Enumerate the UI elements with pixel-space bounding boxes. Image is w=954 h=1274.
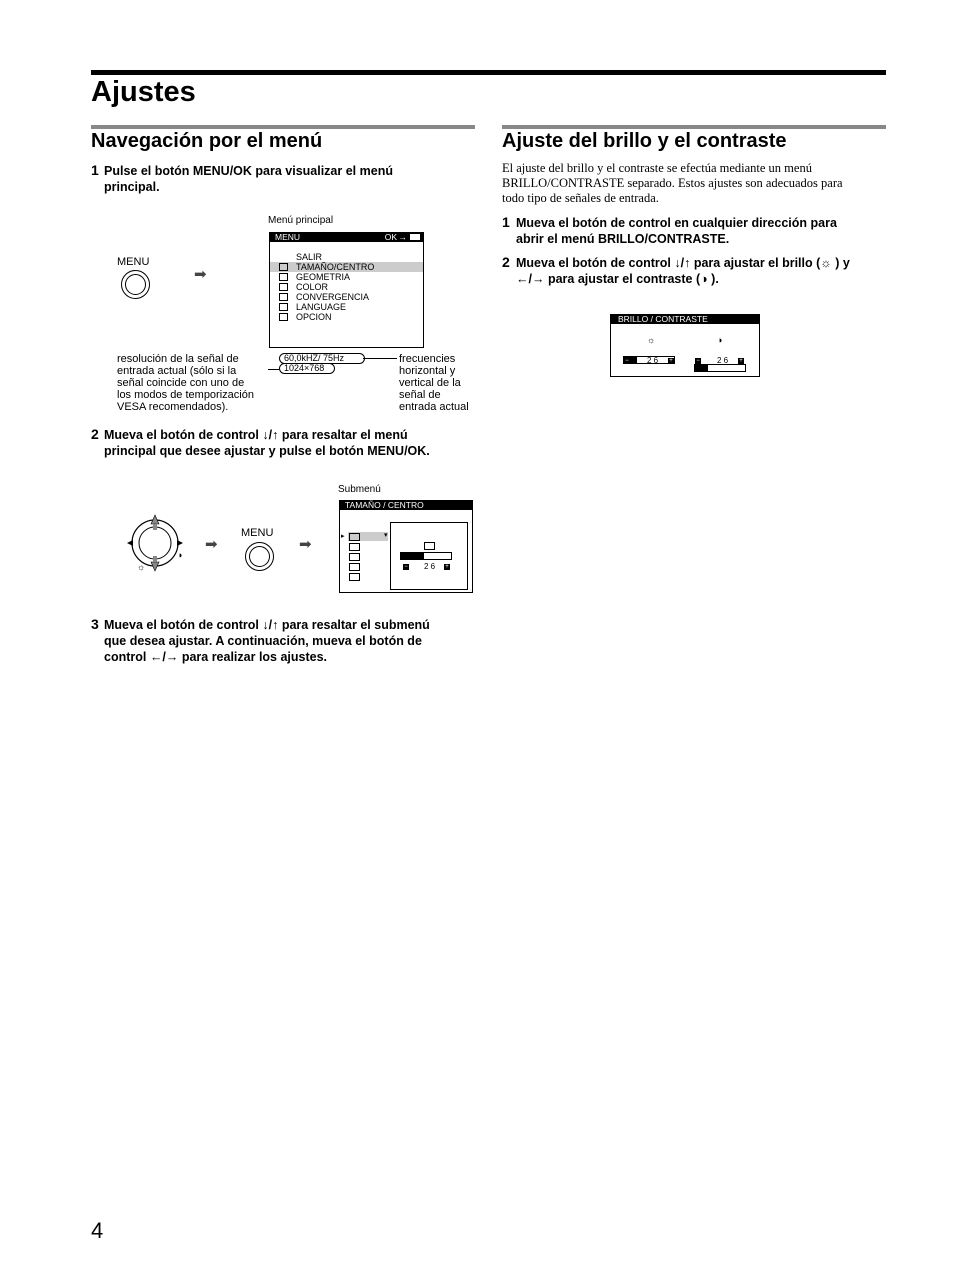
menu-item-label: COLOR (296, 282, 329, 292)
menu-button-inner (125, 274, 146, 295)
menu-button-label: MENU (117, 256, 150, 268)
step-text-part: principal que desee ajustar y pulse el botón MENU/OK. (104, 444, 430, 458)
right-step1-text (516, 215, 886, 247)
down-up-arrows-icon: ↓/↑ (262, 618, 279, 632)
right-step2-number: 2 (502, 254, 510, 270)
menu-item-label: GEOMETRIA (296, 272, 351, 282)
left-step3-text (104, 617, 484, 665)
menu-item-color[interactable] (270, 282, 423, 292)
step-text-part: Mueva el botón de control (104, 428, 259, 442)
step-text-part: para realizar los ajustes. (181, 650, 328, 664)
contrast-value: 2 6 (717, 356, 729, 365)
step-text-part: Mueva el botón de control (104, 618, 259, 632)
menu-item-convergencia[interactable] (270, 292, 423, 302)
annotation-line: horizontal y (399, 365, 456, 377)
left-step2-text (104, 427, 484, 459)
right-step1-number: 1 (502, 214, 510, 230)
brightness-plus-icon[interactable]: + (669, 358, 673, 364)
menu-button[interactable] (121, 270, 150, 299)
color-icon (279, 283, 288, 291)
step-text-part: para ajustar el contraste ( (547, 272, 701, 286)
menu-item-salir[interactable] (270, 252, 423, 262)
step-text-part: abrir el menú BRILLO/CONTRASTE. (516, 232, 730, 246)
menu-item-label: CONVERGENCIA (296, 292, 370, 302)
menu-button-inner (249, 546, 270, 567)
vertical-center-icon[interactable] (349, 563, 360, 571)
annotation-line: señal coincide con uno de (117, 377, 245, 389)
annotation-line: entrada actual (sólo si la (117, 365, 237, 377)
left-section-rule (91, 125, 475, 129)
contrast-plus-icon[interactable]: + (739, 358, 743, 364)
annotation-line: vertical de la (399, 377, 461, 389)
brightness-contrast-header: BRILLO / CONTRASTE (611, 315, 759, 324)
left-step2-number: 2 (91, 426, 99, 442)
left-step3-number: 3 (91, 616, 99, 632)
frequency-readout: 60,0kHZ/ 75Hz (279, 353, 365, 364)
intro-line: El ajuste del brillo y el contraste se efectúa mediante un menú (502, 161, 812, 175)
arrow-right-icon: ➡ (205, 536, 218, 553)
step-text-part: Mueva el botón de control (516, 256, 671, 270)
menu-item-tamano-centro[interactable] (270, 262, 423, 272)
step-text-part: para resaltar el menú (281, 428, 408, 442)
down-up-arrows-icon: ↓/↑ (674, 256, 691, 270)
left-right-arrows-icon: ←/→ (516, 272, 545, 286)
step-text-part: ). (711, 272, 719, 286)
intro-line: todo tipo de señales de entrada. (502, 191, 659, 205)
menu-item-opcion[interactable] (270, 312, 423, 322)
ok-arrow-icon: → (398, 232, 407, 242)
resolution-annotation (117, 353, 277, 413)
step-text-part: que desea ajustar. A continuación, mueva el botón de (104, 634, 422, 648)
contrast-minus-icon[interactable]: − (696, 358, 700, 364)
left-step1-number: 1 (91, 162, 99, 178)
pointer-icon: ▸ (341, 533, 345, 540)
caret-icon: ▾ (384, 532, 388, 539)
intro-line: BRILLO/CONTRASTE separado. Estos ajustes son adecuados para (502, 176, 843, 190)
left-step1-text: Pulse el botón MENU/OK para visualizar el menú principal. (104, 164, 393, 194)
ok-label: OK (384, 232, 397, 242)
menu-button[interactable] (245, 542, 274, 571)
arrow-right-icon: ➡ (194, 266, 207, 283)
resolution-readout: 1024×768 (279, 363, 335, 374)
down-up-arrows-icon: ↓/↑ (262, 428, 279, 442)
vertical-size-icon[interactable] (349, 543, 360, 551)
contrast-half-circle-icon: ◑ (177, 550, 183, 560)
frequency-annotation (399, 353, 479, 413)
brightness-value: 2 6 (647, 356, 659, 365)
size-center-icon (424, 542, 435, 550)
adjustment-panel (390, 522, 468, 590)
right-section-heading: Ajuste del brillo y el contraste (502, 130, 787, 152)
control-joystick[interactable] (124, 512, 186, 574)
submenu-osd (339, 500, 473, 593)
contrast-half-circle-icon: ◑ (717, 335, 723, 345)
right-intro (502, 161, 886, 206)
size-center-icon (349, 533, 360, 541)
menu-item-label: LANGUAGE (296, 302, 347, 312)
left-right-arrows-icon: ←/→ (149, 650, 179, 664)
language-icon (279, 303, 288, 311)
menu-item-language[interactable] (270, 302, 423, 312)
main-menu-list (270, 242, 423, 322)
convergence-icon (279, 293, 288, 301)
menu-button-label: MENU (241, 527, 274, 539)
horizontal-center-icon[interactable] (349, 553, 360, 561)
step-text-part: para resaltar el submenú (281, 618, 430, 632)
adjustment-bar-fill (401, 553, 424, 559)
brightness-sun-icon: ☼ (647, 335, 656, 345)
step-text-part: ) y (835, 256, 850, 270)
brightness-sun-icon: ☼ (820, 256, 832, 270)
step-text-part: Mueva el botón de control en cualquier dirección para (516, 216, 837, 230)
annotation-line: los modos de temporización (117, 389, 254, 401)
annotation-line: señal de (399, 389, 441, 401)
right-section-rule (502, 125, 886, 129)
minus-icon[interactable]: − (404, 564, 408, 570)
main-menu-header (270, 233, 423, 242)
option-icon (279, 313, 288, 321)
main-menu-osd (269, 232, 424, 348)
annotation-line: entrada actual (399, 401, 469, 413)
brightness-minus-icon[interactable]: − (625, 358, 629, 364)
annotation-line: VESA recomendados). (117, 401, 229, 413)
size-center-icon (279, 263, 288, 271)
step-text-part: control (104, 650, 147, 664)
left-section-heading: Navegación por el menú (91, 130, 323, 152)
ok-button-icon (410, 234, 420, 240)
brightness-contrast-osd (610, 314, 760, 377)
right-step2-text (516, 255, 886, 287)
annotation-line: resolución de la señal de (117, 353, 239, 365)
adjustment-value: 2 6 (424, 562, 436, 571)
main-menu-header-label: MENU (275, 232, 301, 242)
menu-item-label: SALIR (296, 252, 323, 262)
menu-item-label: OPCION (296, 312, 332, 322)
menu-item-geometria[interactable] (270, 272, 423, 282)
zoom-icon[interactable] (349, 573, 360, 581)
title-rule (91, 70, 886, 75)
plus-icon[interactable]: + (445, 564, 449, 570)
main-menu-caption: Menú principal (268, 215, 334, 226)
brightness-sun-icon: ☼ (137, 562, 146, 572)
step-text-part: para ajustar el brillo ( (693, 256, 821, 270)
contrast-half-circle-icon: ◑ (700, 272, 708, 286)
arrow-right-icon: ➡ (299, 536, 312, 553)
geometry-icon (279, 273, 288, 281)
submenu-header: TAMAÑO / CENTRO (340, 501, 472, 510)
annotation-line: frecuencies (399, 353, 456, 365)
page-number: 4 (91, 1218, 104, 1243)
frequency-leader-line (363, 358, 397, 359)
page-title: Ajustes (91, 76, 196, 108)
adjustment-bar[interactable] (400, 552, 452, 560)
menu-item-label: TAMAÑO/CENTRO (296, 262, 375, 272)
contrast-bar-fill (695, 365, 708, 371)
submenu-caption: Submenú (338, 484, 381, 495)
